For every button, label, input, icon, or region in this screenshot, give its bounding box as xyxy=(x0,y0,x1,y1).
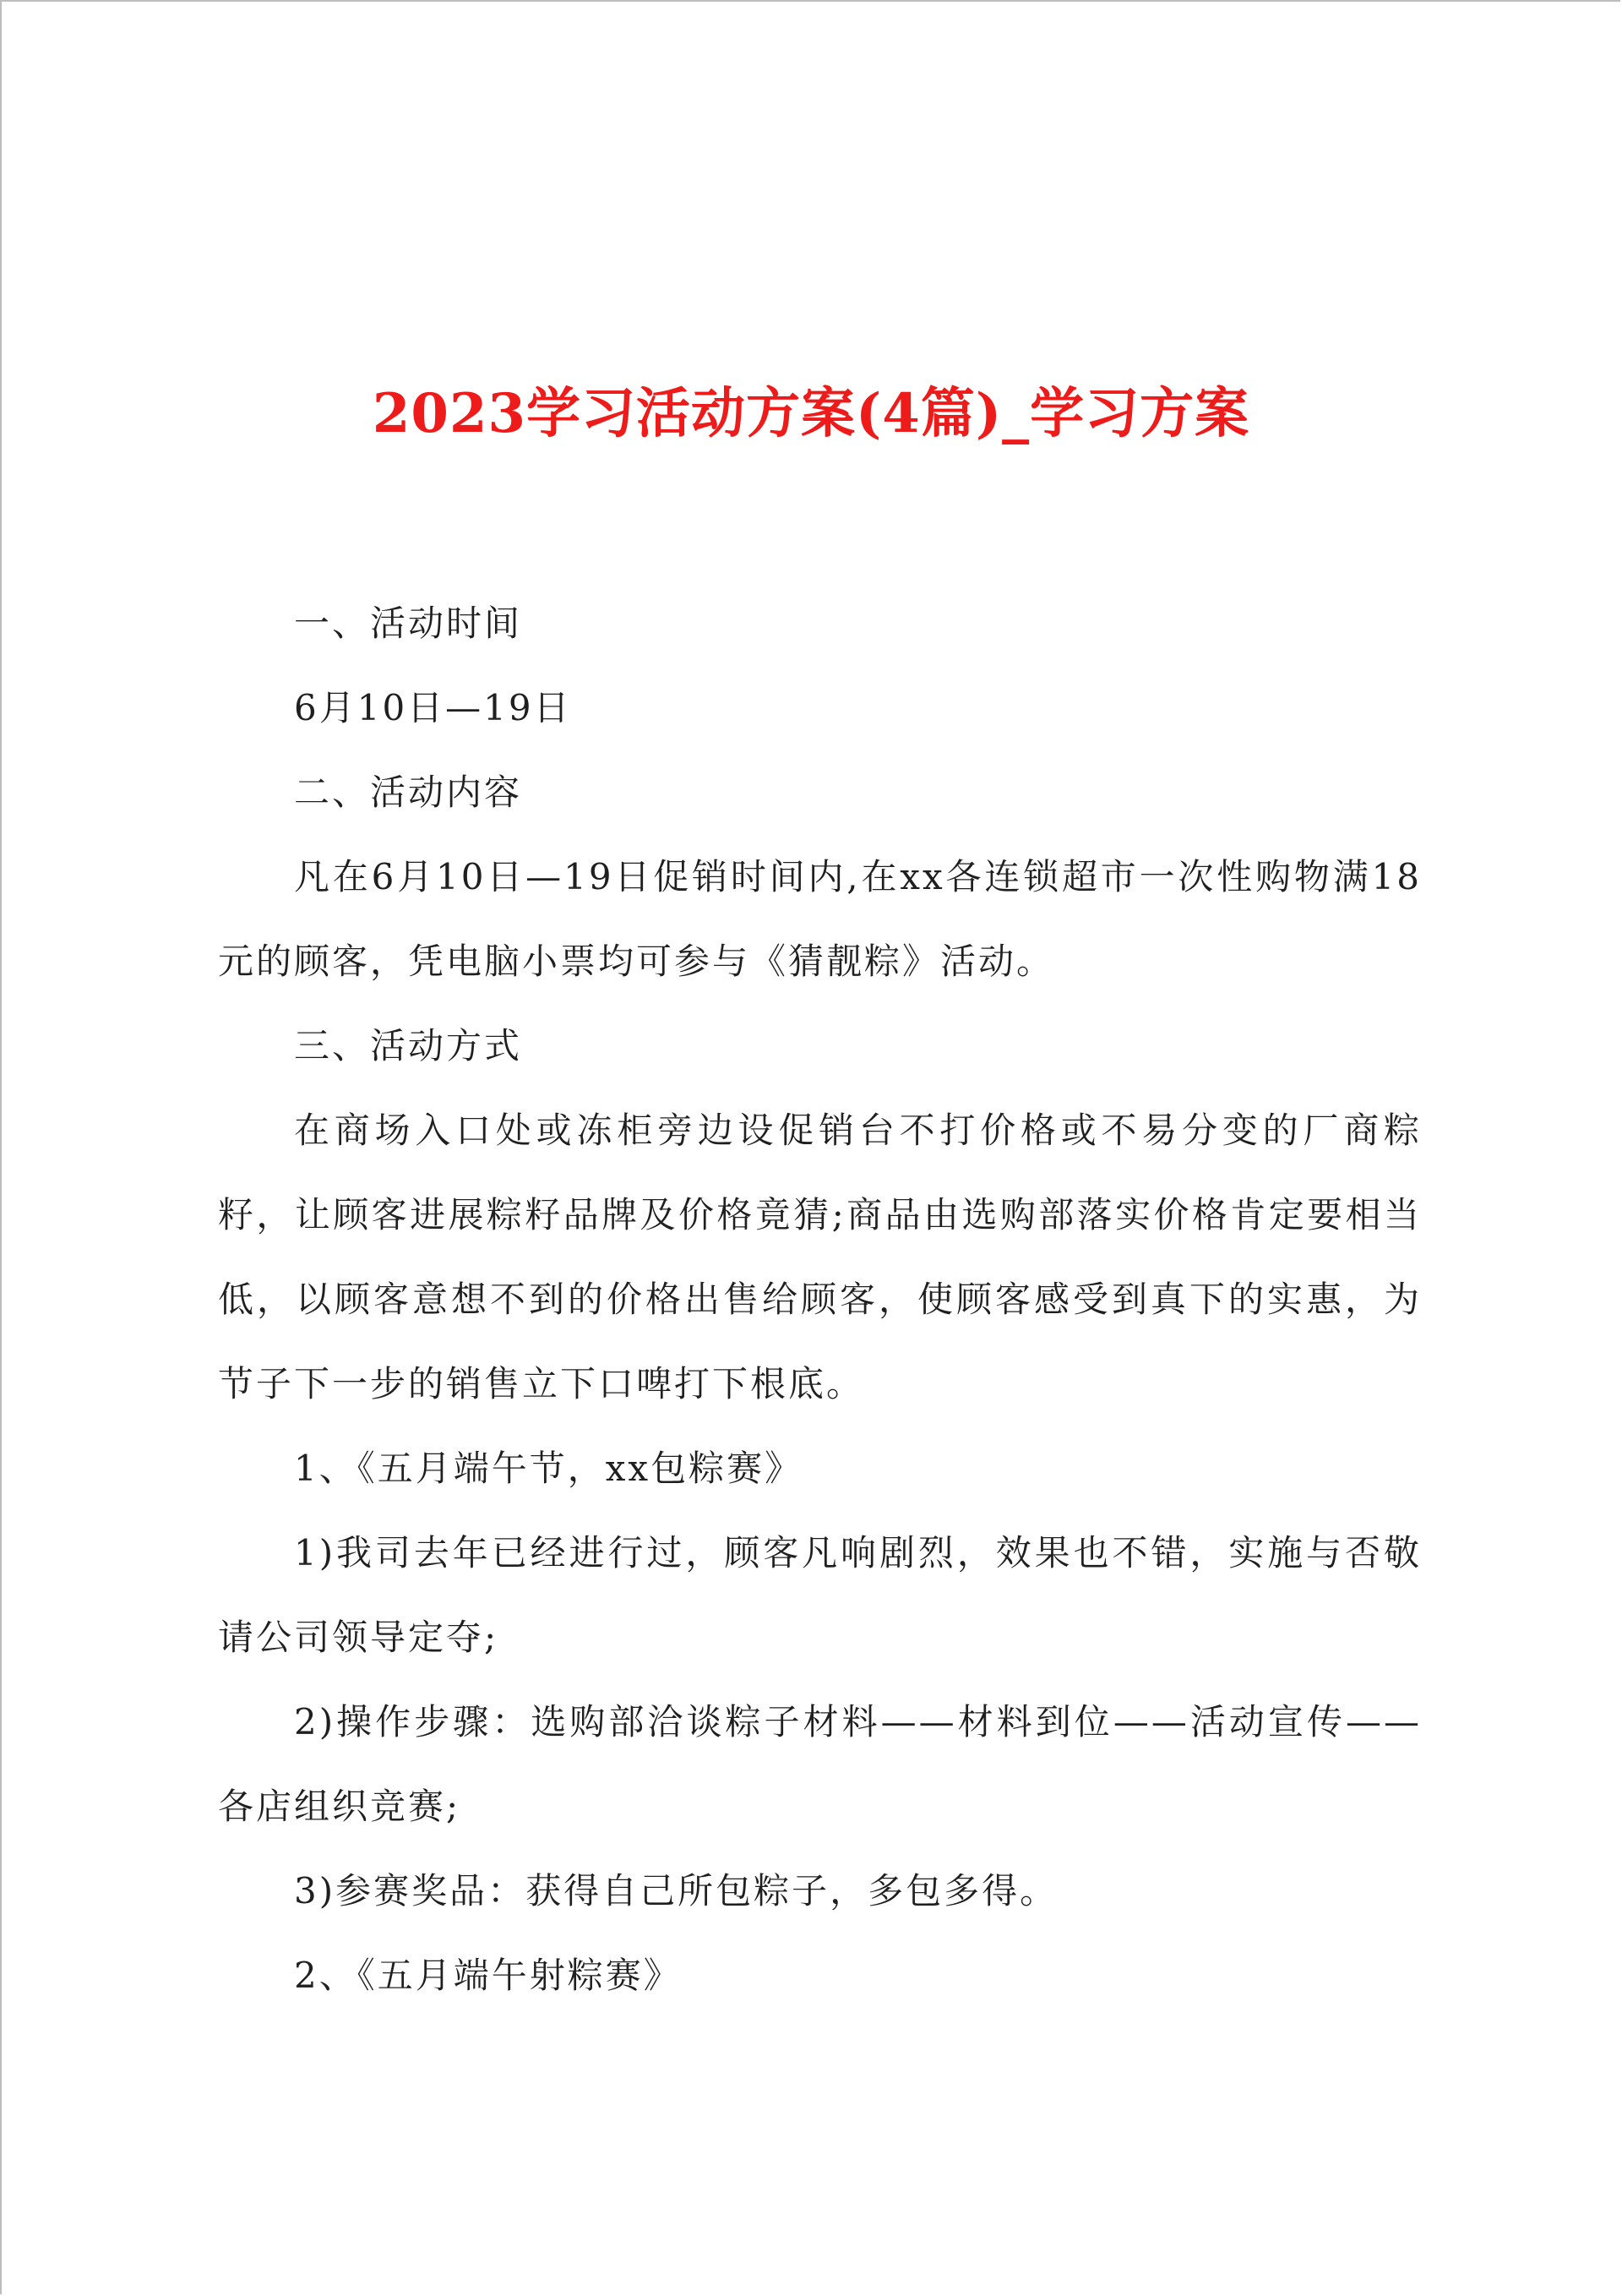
document-body xyxy=(218,581,1422,2018)
section-heading-method: 三、活动方式 xyxy=(294,1025,523,1066)
item-detail-1: 1)我司去年已经进行过，顾客凡响剧烈，效果也不错，实施与否敬请公司领导定夺; xyxy=(218,1532,1422,1658)
section-heading-content: 二、活动内容 xyxy=(294,772,523,813)
document-title: 2023学习活动方案(4篇)_学习方案 xyxy=(372,381,1250,445)
item-detail-2: 2)操作步骤：选购部洽谈粽子材料——材料到位——活动宣传——各店组织竞赛; xyxy=(218,1701,1422,1827)
activity-date: 6月10日—19日 xyxy=(294,687,572,728)
item-heading-zongzi-wrapping: 1、《五月端午节，xx包粽赛》 xyxy=(294,1448,803,1489)
method-paragraph: 在商场入口处或冻柜旁边设促销台不打价格或不易分变的厂商粽籽，让顾客进展粽籽品牌及价格竟猜;商品由选购部落实价格肯定要相当低，以顾客意想不到的价格出售给顾客，使顾客感受到真下的实惠，为节子下一步的销售立下口啤打下根底。 xyxy=(218,1110,1422,1404)
item-heading-zongzi-shooting: 2、《五月端午射粽赛》 xyxy=(294,1955,682,1996)
item-detail-3: 3)参赛奖品：获得自己所包粽子，多包多得。 xyxy=(294,1870,1059,1912)
section-heading-time: 一、活动时间 xyxy=(294,603,523,644)
content-paragraph: 凡在6月10日—19日促销时间内,在xx各连锁超市一次性购物满18元的顾客，凭电脑小票均可参与《猜靓粽》活动。 xyxy=(218,856,1422,982)
